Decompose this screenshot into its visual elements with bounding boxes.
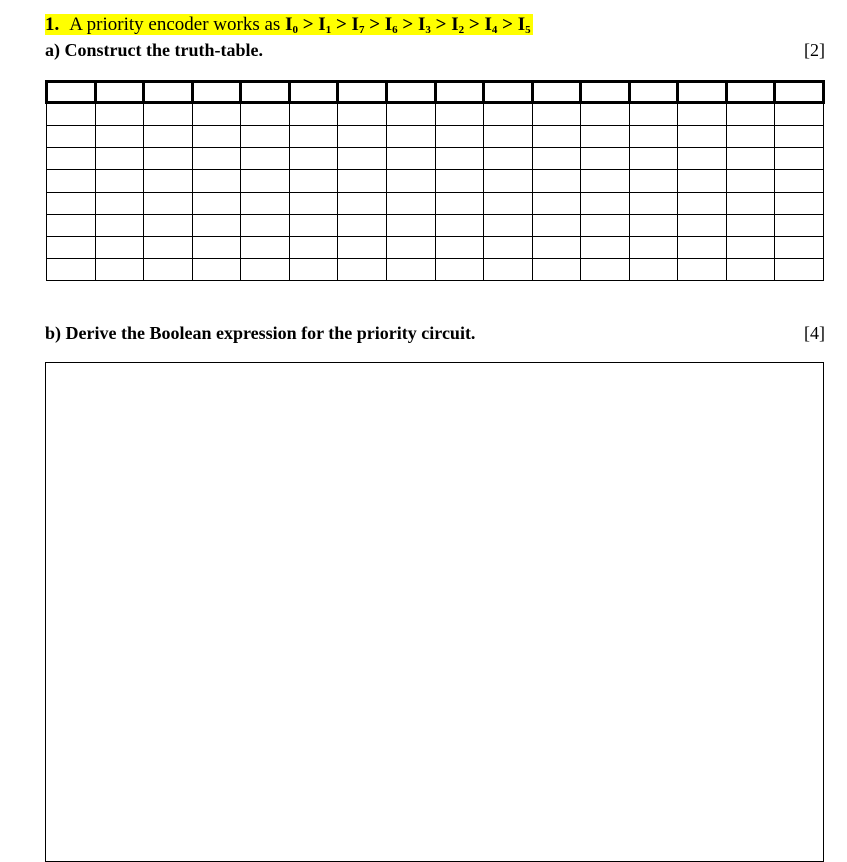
truth-table-cell[interactable] (678, 192, 727, 214)
truth-table-cell[interactable] (144, 214, 193, 236)
sequence-input-2: $I_2$ (451, 14, 465, 36)
truth-table-row (47, 103, 824, 126)
truth-table-cell[interactable] (629, 236, 678, 258)
truth-table-cell[interactable] (678, 126, 727, 148)
truth-table-header-cell[interactable] (47, 82, 96, 103)
truth-table-cell[interactable] (726, 126, 775, 148)
sequence-input-1: $I_1$ (318, 14, 332, 36)
truth-table-cell[interactable] (726, 192, 775, 214)
sequence-input-3: $I_3$ (418, 14, 431, 36)
truth-table-cell[interactable] (241, 103, 290, 126)
truth-table-cell[interactable] (144, 192, 193, 214)
truth-table-cell[interactable] (629, 258, 678, 280)
truth-table-row (47, 214, 824, 236)
truth-table-cell[interactable] (47, 103, 96, 126)
truth-table-cell[interactable] (192, 148, 241, 170)
truth-table-cell[interactable] (532, 258, 581, 280)
truth-table-cell[interactable] (95, 258, 144, 280)
truth-table-cell[interactable] (775, 214, 824, 236)
truth-table-cell[interactable] (47, 126, 96, 148)
truth-table-cell[interactable] (775, 258, 824, 280)
truth-table-cell[interactable] (775, 170, 824, 192)
truth-table-cell[interactable] (726, 170, 775, 192)
truth-table-cell[interactable] (144, 148, 193, 170)
truth-table-cell[interactable] (47, 192, 96, 214)
truth-table (45, 80, 825, 281)
truth-table-cell[interactable] (386, 214, 435, 236)
truth-table-cell[interactable] (289, 170, 338, 192)
sequence-separator: > (364, 14, 385, 35)
truth-table-cell[interactable] (386, 192, 435, 214)
truth-table-cell[interactable] (532, 170, 581, 192)
truth-table-header-cell[interactable] (241, 82, 290, 103)
truth-table-cell[interactable] (678, 214, 727, 236)
truth-table-header-row (47, 82, 824, 103)
truth-table-cell[interactable] (289, 126, 338, 148)
truth-table-cell[interactable] (484, 192, 533, 214)
truth-table-cell[interactable] (192, 258, 241, 280)
truth-table-cell[interactable] (581, 103, 630, 126)
question-line (45, 14, 533, 36)
truth-table-cell[interactable] (435, 214, 484, 236)
sequence-input-5: $I_5$ (517, 14, 531, 36)
question-highlight (45, 14, 533, 35)
truth-table-cell[interactable] (775, 192, 824, 214)
truth-table-cell[interactable] (386, 126, 435, 148)
truth-table-cell[interactable] (532, 236, 581, 258)
truth-table-cell[interactable] (629, 126, 678, 148)
question-text: A priority encoder works as (69, 14, 281, 35)
truth-table-cell[interactable] (726, 148, 775, 170)
truth-table-cell[interactable] (241, 126, 290, 148)
truth-table-cell[interactable] (47, 258, 96, 280)
truth-table-cell[interactable] (47, 170, 96, 192)
truth-table-cell[interactable] (629, 170, 678, 192)
truth-table-cell[interactable] (192, 170, 241, 192)
truth-table-cell[interactable] (581, 148, 630, 170)
truth-table-header-cell[interactable] (192, 82, 241, 103)
truth-table-cell[interactable] (484, 214, 533, 236)
truth-table-cell[interactable] (435, 103, 484, 126)
truth-table-cell[interactable] (95, 126, 144, 148)
truth-table-cell[interactable] (726, 103, 775, 126)
truth-table-cell[interactable] (338, 148, 387, 170)
truth-table-cell[interactable] (47, 236, 96, 258)
truth-table-cell[interactable] (95, 192, 144, 214)
truth-table-cell[interactable] (144, 126, 193, 148)
truth-table-cell[interactable] (338, 192, 387, 214)
truth-table-cell[interactable] (241, 258, 290, 280)
truth-table-cell[interactable] (678, 148, 727, 170)
truth-table-cell[interactable] (726, 258, 775, 280)
truth-table-cell[interactable] (629, 214, 678, 236)
sequence-separator: > (331, 14, 352, 35)
truth-table-cell[interactable] (775, 126, 824, 148)
truth-table-cell[interactable] (678, 236, 727, 258)
truth-table-cell[interactable] (581, 258, 630, 280)
truth-table-cell[interactable] (338, 170, 387, 192)
part-a-label: a) Construct the truth-table. (45, 40, 263, 60)
truth-table-cell[interactable] (435, 192, 484, 214)
truth-table-cell[interactable] (629, 103, 678, 126)
truth-table-cell[interactable] (144, 236, 193, 258)
truth-table-cell[interactable] (144, 103, 193, 126)
part-b-label: b) Derive the Boolean expression for the priority circuit. (45, 323, 476, 343)
truth-table-cell[interactable] (192, 126, 241, 148)
truth-table-cell[interactable] (484, 103, 533, 126)
truth-table-cell[interactable] (581, 192, 630, 214)
question-number: 1. (45, 14, 60, 35)
truth-table-cell[interactable] (144, 258, 193, 280)
truth-table-cell[interactable] (289, 258, 338, 280)
truth-table-cell[interactable] (629, 192, 678, 214)
truth-table-cell[interactable] (192, 214, 241, 236)
truth-table-cell[interactable] (435, 236, 484, 258)
truth-table-cell[interactable] (726, 214, 775, 236)
truth-table-cell[interactable] (95, 214, 144, 236)
truth-table-cell[interactable] (435, 170, 484, 192)
truth-table-cell[interactable] (47, 214, 96, 236)
part-b-marks: [4] (804, 323, 825, 343)
truth-table-cell[interactable] (678, 103, 727, 126)
truth-table-cell[interactable] (484, 236, 533, 258)
truth-table-cell[interactable] (775, 236, 824, 258)
truth-table-cell[interactable] (581, 214, 630, 236)
truth-table-cell[interactable] (532, 214, 581, 236)
part-a-marks: [2] (804, 40, 825, 60)
truth-table-cell[interactable] (289, 214, 338, 236)
truth-table-cell[interactable] (192, 192, 241, 214)
truth-table-cell[interactable] (95, 236, 144, 258)
truth-table-cell[interactable] (726, 236, 775, 258)
truth-table-cell[interactable] (435, 126, 484, 148)
truth-table-row (47, 236, 824, 258)
truth-table-cell[interactable] (435, 258, 484, 280)
truth-table-cell[interactable] (241, 236, 290, 258)
truth-table-header-cell[interactable] (581, 82, 630, 103)
truth-table-cell[interactable] (289, 103, 338, 126)
sequence-separator: > (297, 14, 319, 35)
sequence-separator: > (464, 14, 485, 35)
truth-table-cell[interactable] (386, 170, 435, 192)
truth-table-cell[interactable] (289, 148, 338, 170)
sequence-separator: > (430, 14, 452, 35)
truth-table-cell[interactable] (241, 170, 290, 192)
truth-table-header-cell[interactable] (726, 82, 775, 103)
truth-table-cell[interactable] (386, 103, 435, 126)
priority-sequence (285, 14, 531, 35)
truth-table-header-cell[interactable] (435, 82, 484, 103)
answer-box[interactable] (45, 362, 824, 862)
truth-table-cell[interactable] (289, 236, 338, 258)
truth-table-cell[interactable] (629, 148, 678, 170)
truth-table-row (47, 148, 824, 170)
truth-table-cell[interactable] (386, 148, 435, 170)
truth-table-header-cell[interactable] (289, 82, 338, 103)
truth-table-cell[interactable] (484, 126, 533, 148)
truth-table-cell[interactable] (532, 148, 581, 170)
truth-table-cell[interactable] (581, 126, 630, 148)
truth-table-cell[interactable] (241, 192, 290, 214)
truth-table-cell[interactable] (775, 148, 824, 170)
truth-table-cell[interactable] (338, 214, 387, 236)
truth-table-cell[interactable] (338, 236, 387, 258)
truth-table-header-cell[interactable] (144, 82, 193, 103)
truth-table-cell[interactable] (581, 170, 630, 192)
sequence-separator: > (397, 14, 418, 35)
truth-table-header-cell[interactable] (95, 82, 144, 103)
truth-table-cell[interactable] (678, 170, 727, 192)
truth-table-cell[interactable] (484, 148, 533, 170)
truth-table-cell[interactable] (47, 148, 96, 170)
truth-table-header-cell[interactable] (775, 82, 824, 103)
truth-table-cell[interactable] (581, 236, 630, 258)
sequence-input-4: $I_4$ (484, 14, 498, 36)
truth-table-header-cell[interactable] (338, 82, 387, 103)
truth-table-cell[interactable] (532, 126, 581, 148)
truth-table-cell[interactable] (95, 170, 144, 192)
truth-table-cell[interactable] (95, 103, 144, 126)
truth-table-cell[interactable] (775, 103, 824, 126)
truth-table-cell[interactable] (386, 236, 435, 258)
truth-table-cell[interactable] (192, 236, 241, 258)
truth-table-cell[interactable] (241, 214, 290, 236)
truth-table-row (47, 170, 824, 192)
truth-table-cell[interactable] (192, 103, 241, 126)
truth-table-cell[interactable] (338, 126, 387, 148)
truth-table-header-cell[interactable] (484, 82, 533, 103)
truth-table-header-cell[interactable] (532, 82, 581, 103)
sequence-input-7: $I_7$ (351, 14, 365, 36)
sequence-separator: > (497, 14, 518, 35)
truth-table-cell[interactable] (532, 192, 581, 214)
truth-table-header-cell[interactable] (386, 82, 435, 103)
truth-table-cell[interactable] (678, 258, 727, 280)
truth-table-cell[interactable] (435, 148, 484, 170)
truth-table-cell[interactable] (532, 103, 581, 126)
truth-table-cell[interactable] (338, 258, 387, 280)
truth-table-cell[interactable] (484, 258, 533, 280)
truth-table-cell[interactable] (338, 103, 387, 126)
sequence-input-0: $I_0$ (285, 14, 298, 36)
truth-table-cell[interactable] (241, 148, 290, 170)
sequence-input-6: $I_6$ (384, 14, 398, 36)
truth-table-header-cell[interactable] (629, 82, 678, 103)
truth-table-cell[interactable] (144, 170, 193, 192)
truth-table-cell[interactable] (484, 170, 533, 192)
truth-table-cell[interactable] (95, 148, 144, 170)
truth-table-row (47, 126, 824, 148)
truth-table-row (47, 192, 824, 214)
truth-table-cell[interactable] (386, 258, 435, 280)
truth-table-row (47, 258, 824, 280)
truth-table-header-cell[interactable] (678, 82, 727, 103)
truth-table-cell[interactable] (289, 192, 338, 214)
